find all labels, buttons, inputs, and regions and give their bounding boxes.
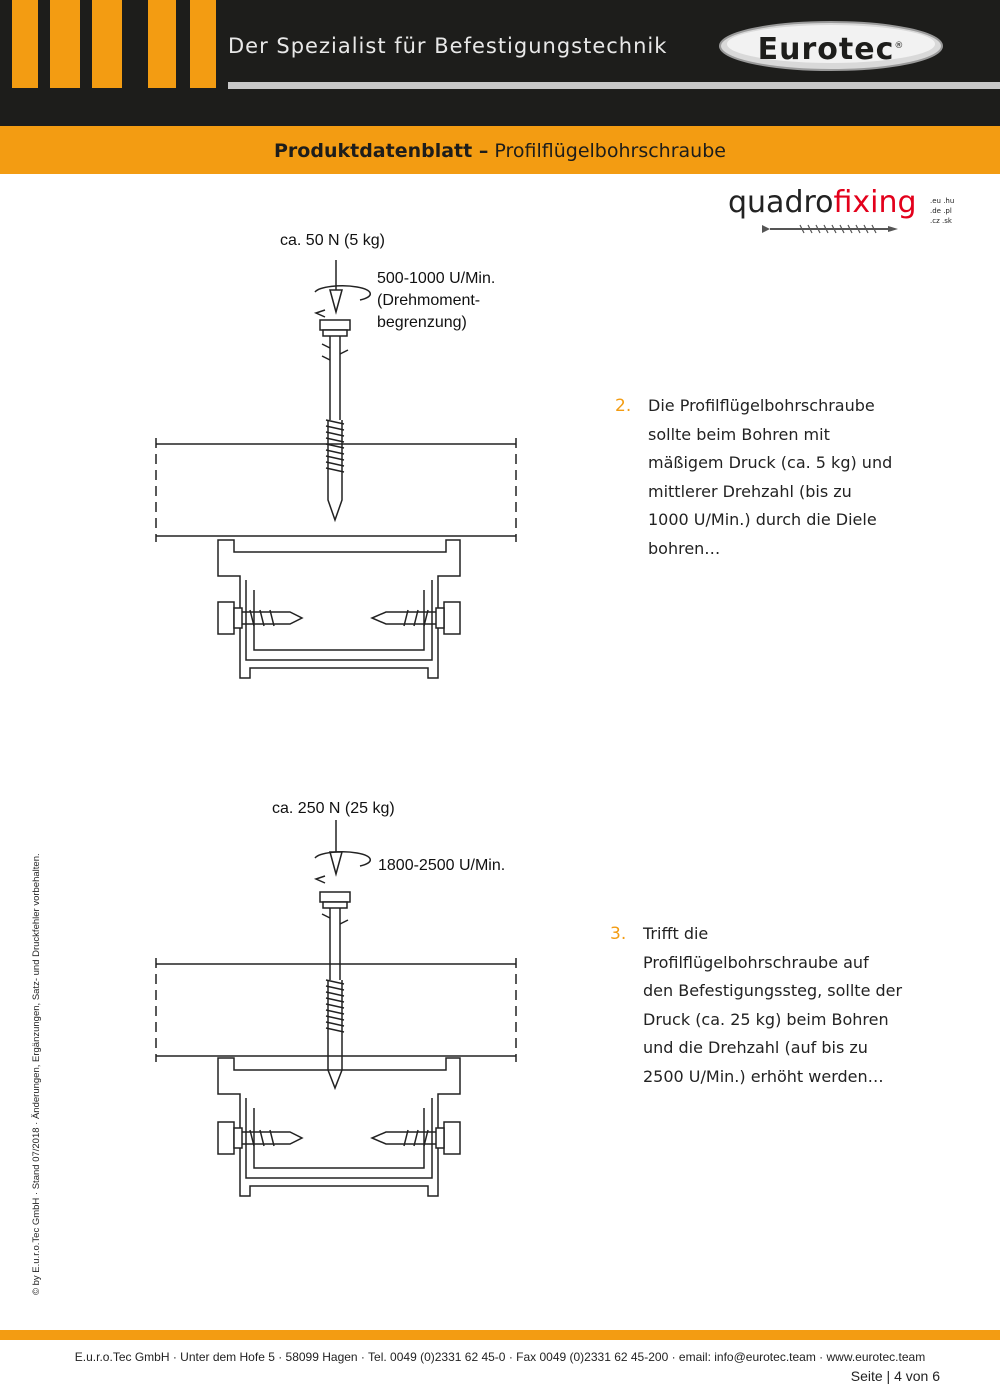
diagram2-force-label: ca. 250 N (25 kg) [272, 800, 395, 817]
page-title [0, 140, 1000, 162]
diagram1-force-label: ca. 50 N (5 kg) [280, 232, 385, 249]
header-stripe [50, 0, 80, 88]
instruction-step-3: 3. Trifft die Profilflügelbohrschraube auf den Befestigungssteg, sollte der Druck (ca. 25 kg) beim Bohren und die Drehzahl (auf bis zu 2500 U/Min.) erhöht werden… [643, 920, 902, 1091]
header-stripe [190, 0, 216, 88]
header-divider [228, 82, 1000, 89]
footer-address: E.u.r.o.Tec GmbH · Unter dem Hofe 5 · 58099 Hagen · Tel. 0049 (0)2331 62 45-0 · Fax 0049 (0)2331 62 45-200 · email: info@eurotec.team · www.eurotec.team [74, 1350, 926, 1364]
step-number: 2. [615, 396, 632, 416]
page-number: Seite | 4 von 6 [850, 1368, 940, 1384]
diagram-step-3 [150, 820, 530, 1200]
copyright-side-note: © by E.u.r.o.Tec GmbH · Stand 07/2018 · Änderungen, Ergänzungen, Satz- und Druckfehler vorbehalten. [31, 853, 42, 1295]
diagram1-speed-label: 500-1000 U/Min. (Drehmoment- begrenzung) [377, 270, 496, 331]
title-product: Profilflügelbohrschraube [494, 140, 726, 162]
quadrofixing-logo: quadrofixing [728, 185, 917, 220]
footer-bar [0, 1330, 1000, 1340]
eurotec-logo-text: Eurotec® [757, 32, 905, 67]
instruction-step-2: 2. Die Profilflügelbohrschraube sollte beim Bohren mit mäßigem Druck (ca. 5 kg) und mittlerer Drehzahl (bis zu 1000 U/Min.) durch die Diele bohren… [648, 392, 892, 563]
diagram2-speed-label: 1800-2500 U/Min. [378, 857, 506, 874]
step-number: 3. [610, 924, 627, 944]
header-stripe [148, 0, 176, 88]
eurotec-logo [718, 20, 944, 72]
header-stripe [12, 0, 38, 88]
screw-graphic-icon [760, 222, 900, 236]
header-slogan: Der Spezialist für Befestigungstechnik [228, 34, 668, 58]
quadrofixing-domains: .eu .hu .de .pl .cz .sk [930, 197, 955, 225]
title-bold: Produktdatenblatt – [274, 140, 489, 162]
header-stripe [92, 0, 122, 88]
